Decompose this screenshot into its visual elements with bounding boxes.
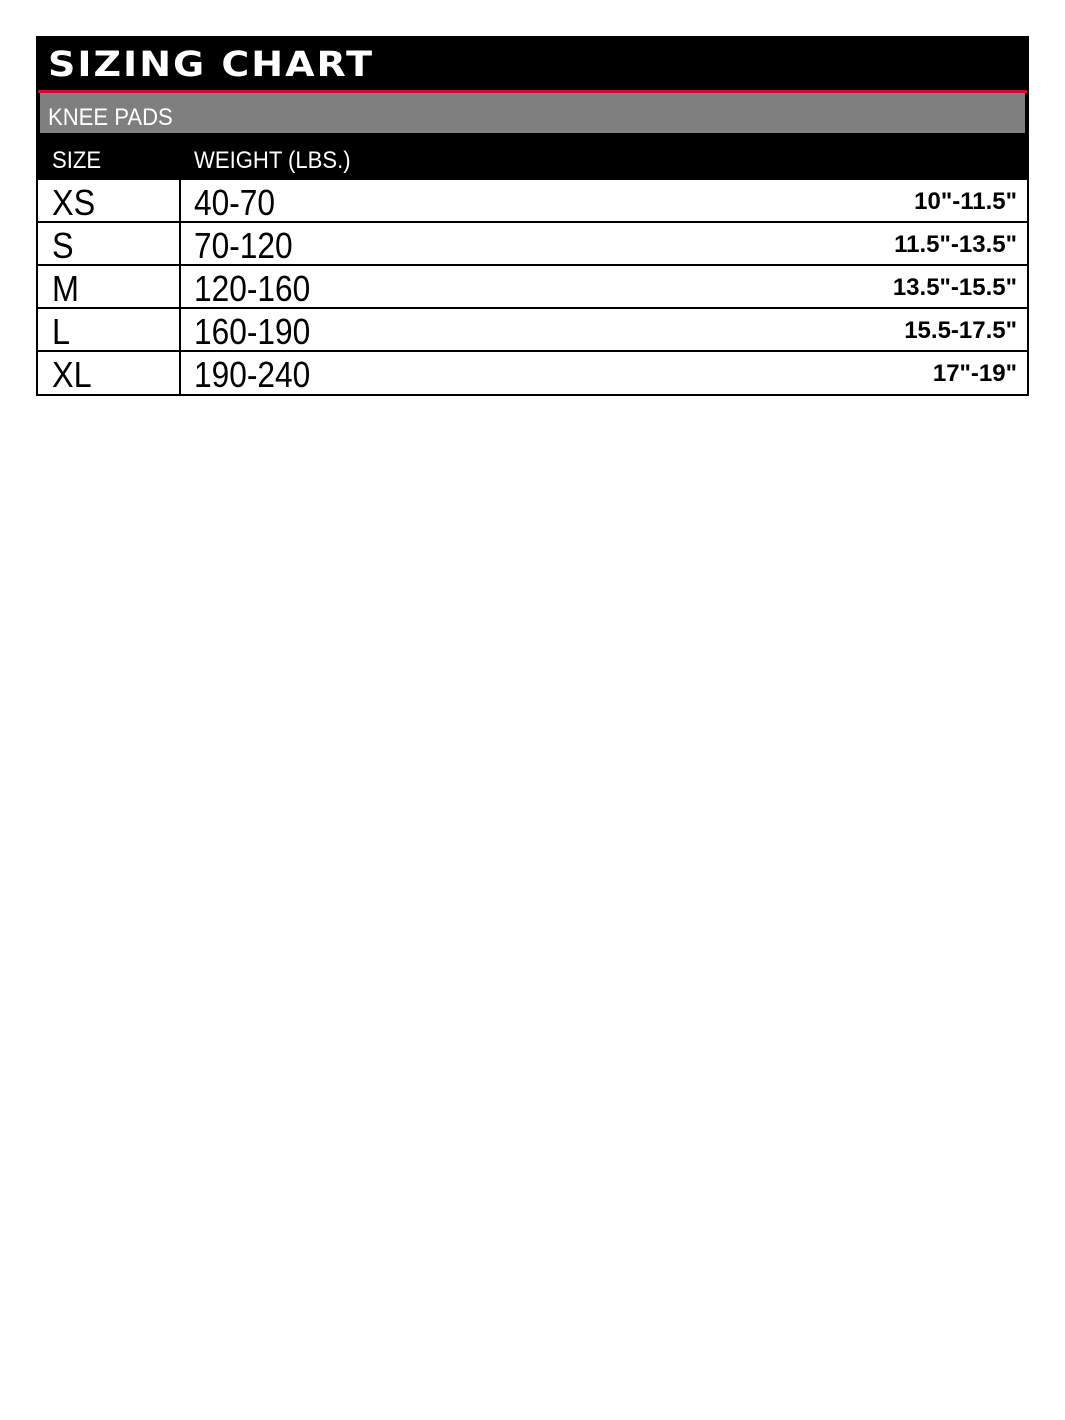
- table-body: [38, 178, 1027, 394]
- header-weight: WEIGHT (LBS.): [194, 147, 351, 174]
- cell-size: S: [52, 225, 74, 266]
- table-row: [38, 266, 1027, 309]
- cell-weight: 70-120: [194, 225, 293, 266]
- cell-measurement: 13.5"-15.5": [892, 274, 1017, 301]
- cell-size: XS: [52, 182, 96, 223]
- header-size: SIZE: [52, 147, 102, 174]
- sizing-chart: [36, 36, 1029, 396]
- table-row: [38, 223, 1027, 266]
- table-row: [38, 180, 1027, 223]
- cell-measurement: 17"-19": [932, 360, 1017, 387]
- column-divider: [179, 352, 181, 394]
- cell-weight: 120-160: [194, 268, 311, 309]
- cell-weight: 190-240: [194, 354, 311, 395]
- cell-measurement: 10"-11.5": [914, 188, 1017, 215]
- cell-weight: 40-70: [194, 182, 276, 223]
- column-divider: [179, 223, 181, 264]
- table-row: [38, 309, 1027, 352]
- cell-measurement: 11.5"-13.5": [894, 231, 1017, 258]
- cell-size: L: [52, 311, 71, 352]
- chart-title: SIZING CHART: [48, 44, 374, 85]
- chart-subtitle: KNEE PADS: [48, 104, 173, 131]
- title-bar: [38, 38, 1027, 90]
- cell-size: XL: [52, 354, 92, 395]
- subtitle-bar: [38, 93, 1027, 133]
- column-divider: [179, 180, 181, 221]
- cell-size: M: [52, 268, 79, 309]
- table-header: [38, 133, 1027, 178]
- column-divider: [179, 266, 181, 307]
- table-row: [38, 352, 1027, 394]
- column-divider: [179, 309, 181, 350]
- cell-weight: 160-190: [194, 311, 311, 352]
- cell-measurement: 15.5-17.5": [904, 317, 1017, 344]
